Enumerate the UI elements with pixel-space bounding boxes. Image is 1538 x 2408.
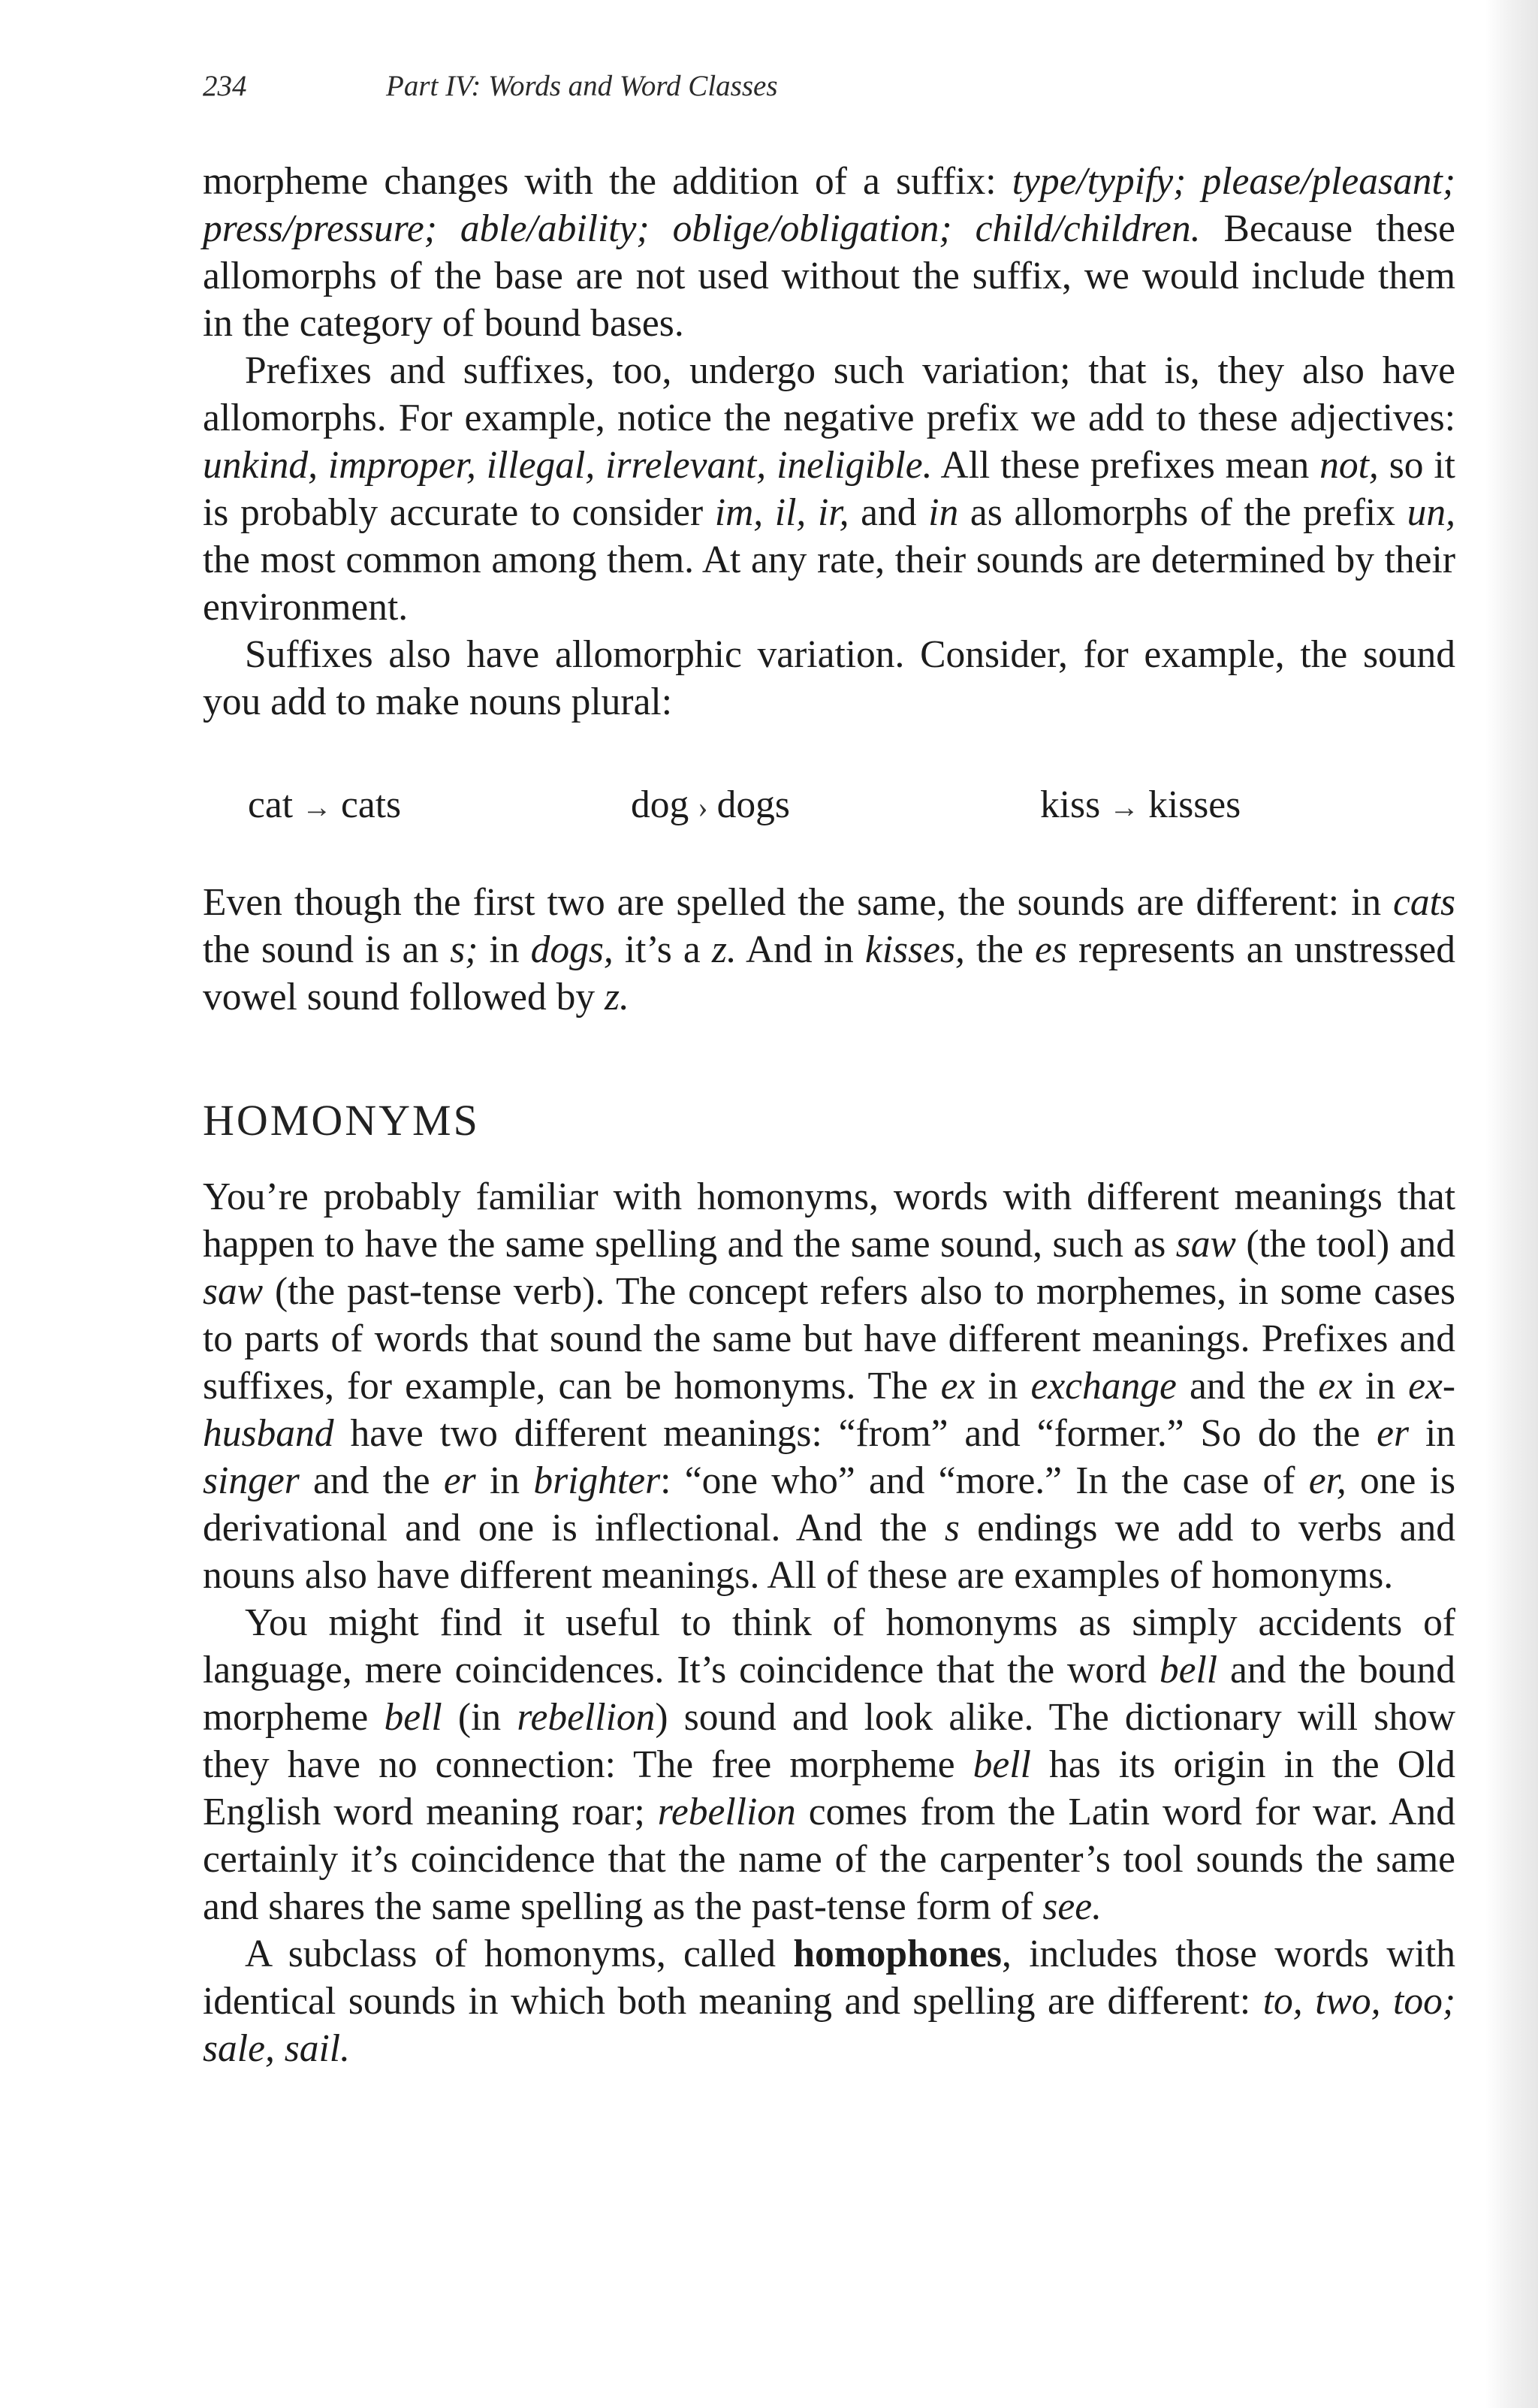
text-run: in <box>1353 1365 1409 1408</box>
example-item <box>248 781 401 831</box>
italic-term: es <box>1034 928 1067 971</box>
italic-term: saw <box>203 1270 264 1313</box>
paragraph <box>203 631 1455 726</box>
text-run: it’s a <box>613 928 712 971</box>
italic-term: rebellion <box>657 1791 796 1833</box>
text-run: the most common among them. At any rate, their sounds are determined by their environment. <box>203 539 1455 629</box>
text-run: morpheme changes with the addition of a suffix: <box>203 160 1012 203</box>
paragraph <box>203 1599 1455 1930</box>
text-run: You’re probably familiar with homonyms, words with different meanings that happen to have the same spelling and the same sound, such as <box>203 1175 1455 1266</box>
italic-term: saw <box>1175 1223 1236 1266</box>
italic-term: z. <box>711 928 737 971</box>
paragraph <box>203 1930 1455 2072</box>
text-run: represents an unstressed vowel sound followed by <box>203 928 1456 1018</box>
italic-term: rebellion <box>517 1696 656 1739</box>
example-plural: kisses <box>1148 783 1241 826</box>
italic-term: ex <box>940 1365 976 1408</box>
page-edge-shadow <box>1485 0 1538 2408</box>
text-run: Suffixes also have allomorphic variation. Consider, for example, the sound you add to make nouns plural: <box>203 633 1455 723</box>
example-base: cat <box>248 783 294 826</box>
text-run: (the past-tense verb). The concept refers also to morphemes, in some cases to parts of words that sound the same but have different meanings. Prefixes and suffixes, for example, can be homonyms. The <box>203 1270 1455 1408</box>
text-run: in <box>475 1459 534 1502</box>
text-run: , includes those words with identical sounds in which both meaning and spelling are different: <box>203 1933 1455 2023</box>
text-run: endings we add to verbs and nouns also have different meanings. All of these are examples of homonyms. <box>203 1507 1455 1597</box>
text-run: and the <box>299 1459 444 1502</box>
text-run: All these prefixes mean <box>932 444 1320 487</box>
italic-term: un, <box>1407 491 1455 534</box>
italic-term: s <box>944 1507 960 1550</box>
italic-term: er, <box>1308 1459 1347 1502</box>
text-run: has its origin in the Old English word meaning roar; <box>203 1743 1455 1833</box>
text-run: ) sound and look alike. The dictionary will show they have no connection: The free morpheme <box>203 1696 1456 1786</box>
italic-term: brighter <box>533 1459 661 1502</box>
italic-term: exchange <box>1030 1365 1177 1408</box>
text-run: comes from the Latin word for war. And certainly it’s coincidence that the name of the carpenter’s tool sounds the same and shares the same spelling as the past-tense form of <box>203 1791 1455 1928</box>
text-run: : “one who” and “more.” In the case of <box>660 1459 1309 1502</box>
text-run: (in <box>442 1696 517 1739</box>
italic-term: ex-husband <box>203 1365 1456 1455</box>
text-run: one is derivational and one is inflectional. And the <box>203 1459 1455 1550</box>
arrow-icon: → <box>1109 790 1140 824</box>
italic-term: cats <box>1393 881 1455 924</box>
paragraph <box>203 879 1455 1021</box>
italic-term: dogs, <box>530 928 614 971</box>
text-run: And in <box>736 928 865 971</box>
arrow-icon: → <box>302 790 333 824</box>
text-run: so it is probably accurate to consider <box>203 444 1455 534</box>
text-run: as allomorphs of the prefix <box>958 491 1407 534</box>
running-head-title: Part IV: Words and Word Classes <box>386 70 778 102</box>
paragraph <box>203 158 1455 347</box>
body-text-section-2 <box>203 879 1455 1021</box>
italic-term: er <box>443 1459 476 1502</box>
italic-term: s; <box>450 928 478 971</box>
text-run: in <box>975 1365 1031 1408</box>
example-plural: dogs <box>716 783 790 826</box>
text-run: and the bound morpheme <box>203 1649 1455 1739</box>
page-number: 234 <box>203 70 247 102</box>
text-run: and <box>849 491 929 534</box>
arrow-icon: › <box>698 790 708 824</box>
text-run: A subclass of homonyms, called <box>245 1933 794 1975</box>
paragraph <box>203 347 1455 631</box>
text-run: (the tool) and <box>1235 1223 1455 1266</box>
paragraph <box>203 1173 1455 1599</box>
text-run: and the <box>1176 1365 1319 1408</box>
section-heading: HOMONYMS <box>203 1096 480 1145</box>
text-run: the sound is an <box>203 928 451 971</box>
example-item <box>631 781 790 831</box>
italic-term: not, <box>1319 444 1379 487</box>
italic-term: bell <box>1159 1649 1218 1691</box>
italic-term: im, il, ir, <box>714 491 849 534</box>
italic-term: ex <box>1318 1365 1353 1408</box>
italic-term: er <box>1377 1412 1410 1455</box>
italic-term: bell <box>384 1696 442 1739</box>
body-text-section-1 <box>203 158 1455 726</box>
text-run: Even though the first two are spelled the same, the sounds are different: in <box>203 881 1394 924</box>
text-run: the <box>964 928 1035 971</box>
italic-term: see. <box>1042 1885 1102 1928</box>
italic-term: in <box>928 491 959 534</box>
bold-term: homophones <box>793 1933 1002 1975</box>
italic-term: type/typify; please/pleasant; press/pressure; able/ability; oblige/obligation; child/children. <box>203 160 1455 250</box>
example-base: kiss <box>1040 783 1101 826</box>
italic-term: bell <box>973 1743 1031 1786</box>
example-base: dog <box>631 783 689 826</box>
italic-term: singer <box>203 1459 300 1502</box>
italic-term: unkind, improper, illegal, irrelevant, ineligible. <box>203 444 933 487</box>
italic-term: z. <box>604 976 629 1018</box>
text-run: have two different meanings: “from” and “former.” So do the <box>333 1412 1377 1455</box>
example-item <box>1040 781 1241 831</box>
italic-term: kisses, <box>864 928 965 971</box>
text-run: Prefixes and suffixes, too, undergo such variation; that is, they also have allomorphs. For example, notice the negative prefix we add to these adjectives: <box>203 349 1455 439</box>
example-plural: cats <box>341 783 402 826</box>
body-text-section-3 <box>203 1173 1455 2072</box>
text-run: You might find it useful to think of homonyms as simply accidents of language, mere coincidences. It’s coincidence that the word <box>203 1601 1455 1691</box>
text-run: Because these allomorphs of the base are not used without the suffix, we would include them in the category of bound bases. <box>203 207 1455 345</box>
running-head <box>203 69 778 103</box>
text-run: in <box>478 928 531 971</box>
text-run: in <box>1409 1412 1456 1455</box>
italic-term: to, two, too; sale, sail. <box>203 1980 1455 2070</box>
